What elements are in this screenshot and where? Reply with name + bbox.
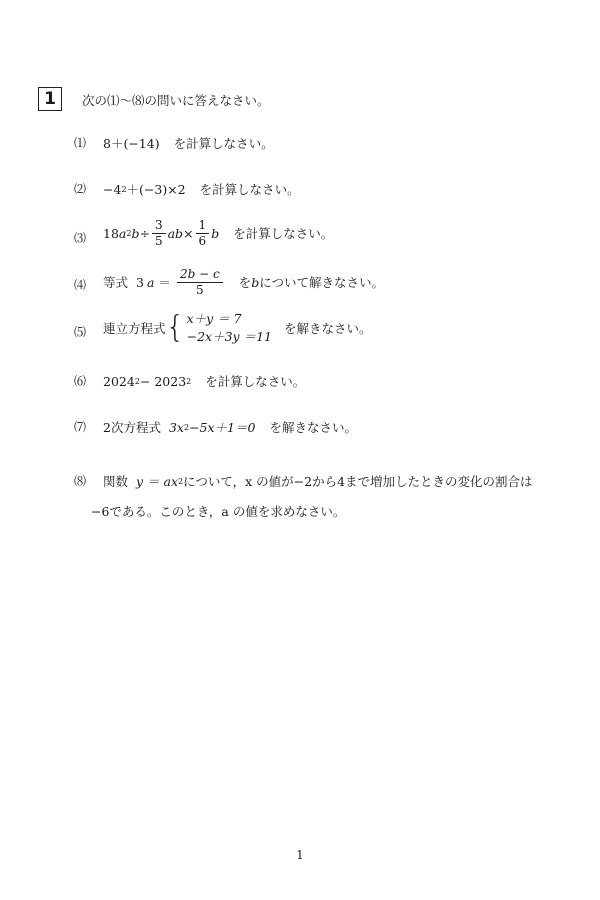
problem-text-line1: について，x の値が−2から4まで増加したときの変化の割合は <box>183 474 533 489</box>
fraction <box>152 219 166 247</box>
expression-part: ＋(−3)×2 <box>126 182 186 197</box>
problem-prefix: 等式 <box>103 275 129 291</box>
variable: b <box>251 274 260 290</box>
question-intro: 次の⑴〜⑻の問いに答えなさい。 <box>82 93 270 108</box>
problem-prefix: 関数 <box>103 474 129 489</box>
expression-part: 3x <box>168 419 184 435</box>
problem-prefix: 連立方程式 <box>103 321 166 337</box>
question-number: 1 <box>44 88 56 109</box>
expression-part: −5x＋1＝0 <box>189 420 256 435</box>
problem-instruction: を解きなさい。 <box>269 420 357 435</box>
numerator: 1 <box>196 219 210 234</box>
problem-instruction: を計算しなさい。 <box>173 136 274 151</box>
problem-number: ⑵ <box>74 182 87 196</box>
variable: ab <box>167 225 184 241</box>
function-expression: y ＝ ax <box>136 474 179 489</box>
numerator: 2b − c <box>177 268 223 283</box>
fraction <box>177 268 223 296</box>
problem-instruction: を解きなさい。 <box>283 321 372 337</box>
denominator: 5 <box>154 233 163 248</box>
problem-instruction: を計算しなさい。 <box>205 374 306 389</box>
numerator: 3 <box>152 219 166 234</box>
problem-prefix: 2次方程式 <box>103 420 161 435</box>
exponent: 2 <box>183 422 190 432</box>
problem-number: ⑸ <box>74 325 87 339</box>
problem-instruction: を計算しなさい。 <box>233 226 334 242</box>
problem-expression: 8＋(−14) <box>103 136 160 151</box>
variable: a <box>118 225 127 241</box>
fraction <box>196 219 210 247</box>
base-number: 2024 <box>103 373 135 389</box>
brace-symbol: { <box>165 310 185 346</box>
problem-number: ⑹ <box>74 374 87 388</box>
question-number-box <box>38 87 62 111</box>
problem-number: ⑴ <box>74 136 87 150</box>
exponent: 2 <box>126 228 132 238</box>
denominator: 5 <box>195 282 204 297</box>
problem-number: ⑶ <box>74 231 87 245</box>
page-number: 1 <box>296 848 304 862</box>
variable: b <box>211 225 220 241</box>
equals-sign: ＝ <box>158 275 171 291</box>
equation-system <box>187 310 272 346</box>
exponent: 2 <box>134 376 140 386</box>
instruction-part: について解きなさい。 <box>259 275 384 291</box>
exponent: 2 <box>186 376 192 386</box>
problem-instruction: を計算しなさい。 <box>199 182 300 197</box>
exponent: 2 <box>121 184 127 194</box>
denominator: 6 <box>198 233 207 248</box>
variable: b <box>131 225 140 241</box>
base-number: − 2023 <box>139 373 187 389</box>
instruction-part: を <box>238 275 252 291</box>
problem-number: ⑺ <box>74 420 87 434</box>
problem-number: ⑷ <box>74 278 87 292</box>
operator: × <box>183 225 194 241</box>
variable: a <box>146 274 155 290</box>
operator: ÷ <box>139 225 150 241</box>
problem-number: ⑻ <box>74 474 87 488</box>
equation-2: −2x＋3y ＝11 <box>186 329 272 345</box>
exponent: 2 <box>178 476 184 486</box>
expression-part: −4 <box>103 181 122 197</box>
problem-text-line2: −6である。このとき，a の値を求めなさい。 <box>91 504 346 519</box>
coefficient: 18 <box>103 225 119 241</box>
coefficient: 3 <box>136 274 144 290</box>
equation-1: x＋y ＝ 7 <box>186 311 242 326</box>
